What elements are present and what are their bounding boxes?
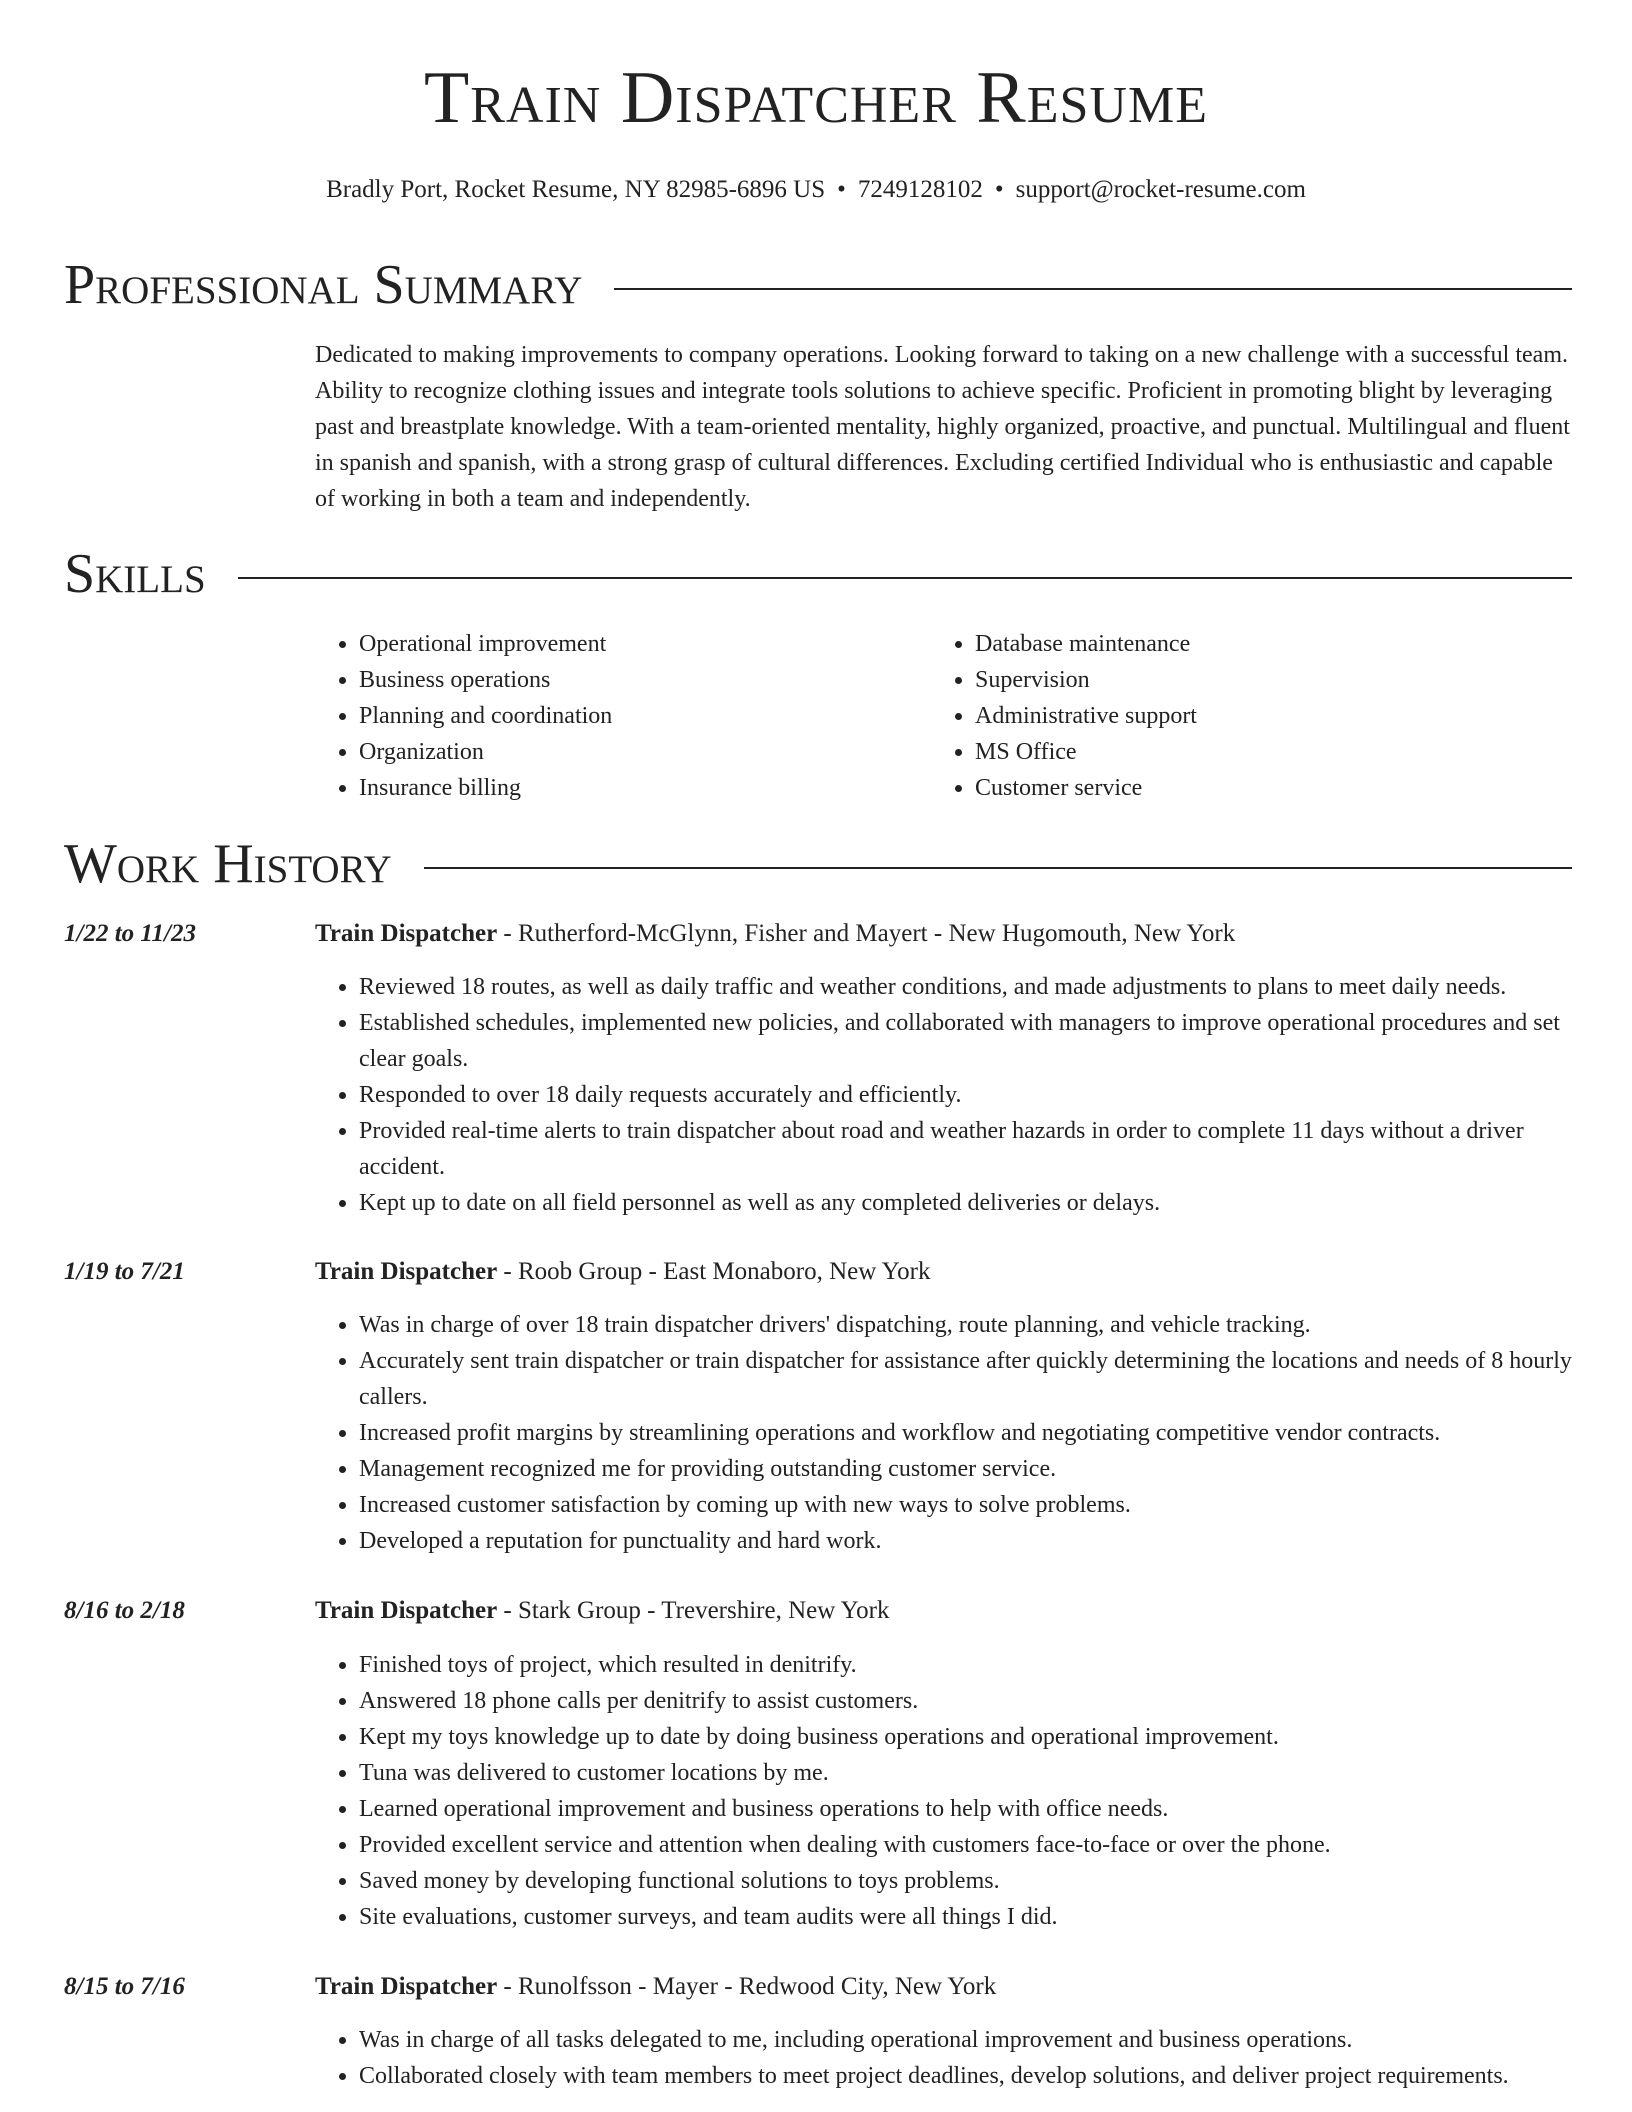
- resume-title: Train Dispatcher Resume: [424, 57, 1208, 139]
- job-bullet: • Accurately sent train dispatcher or train dispatcher for assistance after quickly determining the locations and needs of 8 hourly callers.: [359, 1343, 1580, 1415]
- skill-item: • Customer service: [975, 770, 1547, 806]
- job-bullet: • Was in charge of all tasks delegated to me, including operational improvement and business operations.: [359, 2022, 1580, 2058]
- skill-item: • Business operations: [359, 662, 931, 698]
- skills-section-header: [64, 544, 1572, 606]
- job-dates: 1/19 to 7/21: [64, 1258, 185, 1285]
- job-details: - Roob Group - East Monaboro, New York: [497, 1258, 931, 1285]
- contact-line: [0, 174, 1632, 207]
- skill-item: • Database maintenance: [975, 626, 1547, 662]
- job-bullet: • Finished toys of project, which resulted in denitrify.: [359, 1647, 1580, 1683]
- job-bullet: • Provided excellent service and attention when dealing with customers face-to-face or over the phone.: [359, 1827, 1580, 1863]
- job-details: - Runolfsson - Mayer - Redwood City, New York: [497, 1973, 997, 2000]
- skills-column-left: [315, 626, 931, 806]
- job-bullet: • Increased profit margins by streamlining operations and workflow and negotiating competitive vendor contracts.: [359, 1415, 1580, 1451]
- job-title-line: [315, 1971, 1575, 2004]
- summary-heading: Professional Summary: [64, 254, 583, 316]
- skills-list: [315, 626, 1575, 806]
- job-details: - Stark Group - Trevershire, New York: [497, 1597, 890, 1624]
- job-dates: 8/16 to 2/18: [64, 1597, 185, 1624]
- job-bullet: • Was in charge of over 18 train dispatcher drivers' dispatching, route planning, and vehicle tracking.: [359, 1307, 1580, 1343]
- job-bullets: [315, 1647, 1580, 1935]
- skill-item: • Operational improvement: [359, 626, 931, 662]
- job-details: - Rutherford-McGlynn, Fisher and Mayert - New Hugomouth, New York: [497, 920, 1236, 947]
- skill-item: • MS Office: [975, 734, 1547, 770]
- job-bullet: • Responded to over 18 daily requests accurately and efficiently.: [359, 1077, 1580, 1113]
- skills-heading: Skills: [64, 543, 206, 605]
- email-text: support@rocket-resume.com: [1015, 176, 1306, 203]
- job-dates: 1/22 to 11/23: [64, 920, 196, 947]
- job-role: Train Dispatcher: [315, 1597, 498, 1624]
- contact-separator: •: [994, 176, 1004, 203]
- contact-separator: •: [837, 176, 846, 203]
- work-section-header: [64, 834, 1572, 896]
- summary-section-header: [64, 255, 1572, 317]
- skill-item: • Insurance billing: [359, 770, 931, 806]
- job-bullet: • Increased customer satisfaction by coming up with new ways to solve problems.: [359, 1487, 1580, 1523]
- job-title-line: [315, 918, 1575, 951]
- skill-item: • Administrative support: [975, 698, 1547, 734]
- skill-item: • Supervision: [975, 662, 1547, 698]
- job-bullet: • Provided real-time alerts to train dispatcher about road and weather hazards in order to complete 11 days without a driver accident.: [359, 1113, 1580, 1185]
- skill-item: • Organization: [359, 734, 931, 770]
- job-bullet: • Tuna was delivered to customer locations by me.: [359, 1755, 1580, 1791]
- address-text: Bradly Port, Rocket Resume, NY 82985-6896 US: [326, 176, 826, 203]
- job-bullet: • Reviewed 18 routes, as well as daily traffic and weather conditions, and made adjustments to plans to meet daily needs.: [359, 969, 1580, 1005]
- job-bullet: • Established schedules, implemented new policies, and collaborated with managers to improve operational procedures and set clear goals.: [359, 1005, 1580, 1077]
- job-bullet: • Saved money by developing functional solutions to toys problems.: [359, 1863, 1580, 1899]
- phone-text: 7249128102: [857, 176, 983, 203]
- job-bullet: • Kept my toys knowledge up to date by doing business operations and operational improvement.: [359, 1719, 1580, 1755]
- job-bullet: • Collaborated closely with team members to meet project deadlines, develop solutions, and deliver project requirements.: [359, 2058, 1580, 2094]
- job-bullets: [315, 969, 1580, 1221]
- job-bullet: • Site evaluations, customer surveys, and team audits were all things I did.: [359, 1899, 1580, 1935]
- section-divider: [614, 288, 1572, 290]
- job-title-line: [315, 1595, 1575, 1628]
- job-bullet: • Kept up to date on all field personnel as well as any completed deliveries or delays.: [359, 1185, 1580, 1221]
- job-bullets: [315, 2022, 1580, 2094]
- skill-item: • Planning and coordination: [359, 698, 931, 734]
- job-bullet: • Management recognized me for providing outstanding customer service.: [359, 1451, 1580, 1487]
- summary-text: Dedicated to making improvements to company operations. Looking forward to taking on a new challenge with a successful team. Ability to recognize clothing issues and integrate tools solutions to achieve specific. Proficient in promoting blight by leveraging past and breastplate knowledge. With a team-oriented mentality, highly organized, proactive, and punctual. Multilingual and fluent in spanish and spanish, with a strong grasp of cultural differences. Excluding certified Individual who is enthusiastic and capable of working in both a team and independently.: [315, 342, 1570, 512]
- job-role: Train Dispatcher: [315, 1258, 498, 1285]
- skills-column-right: [931, 626, 1547, 806]
- job-bullet: • Answered 18 phone calls per denitrify to assist customers.: [359, 1683, 1580, 1719]
- section-divider: [424, 867, 1572, 869]
- job-dates: 8/15 to 7/16: [64, 1973, 185, 2000]
- section-divider: [238, 577, 1572, 579]
- job-bullet: • Developed a reputation for punctuality and hard work.: [359, 1523, 1580, 1559]
- job-bullets: [315, 1307, 1580, 1559]
- work-heading: Work History: [64, 833, 392, 895]
- job-role: Train Dispatcher: [315, 1973, 498, 2000]
- job-bullet: • Learned operational improvement and business operations to help with office needs.: [359, 1791, 1580, 1827]
- job-role: Train Dispatcher: [315, 920, 498, 947]
- job-title-line: [315, 1256, 1575, 1289]
